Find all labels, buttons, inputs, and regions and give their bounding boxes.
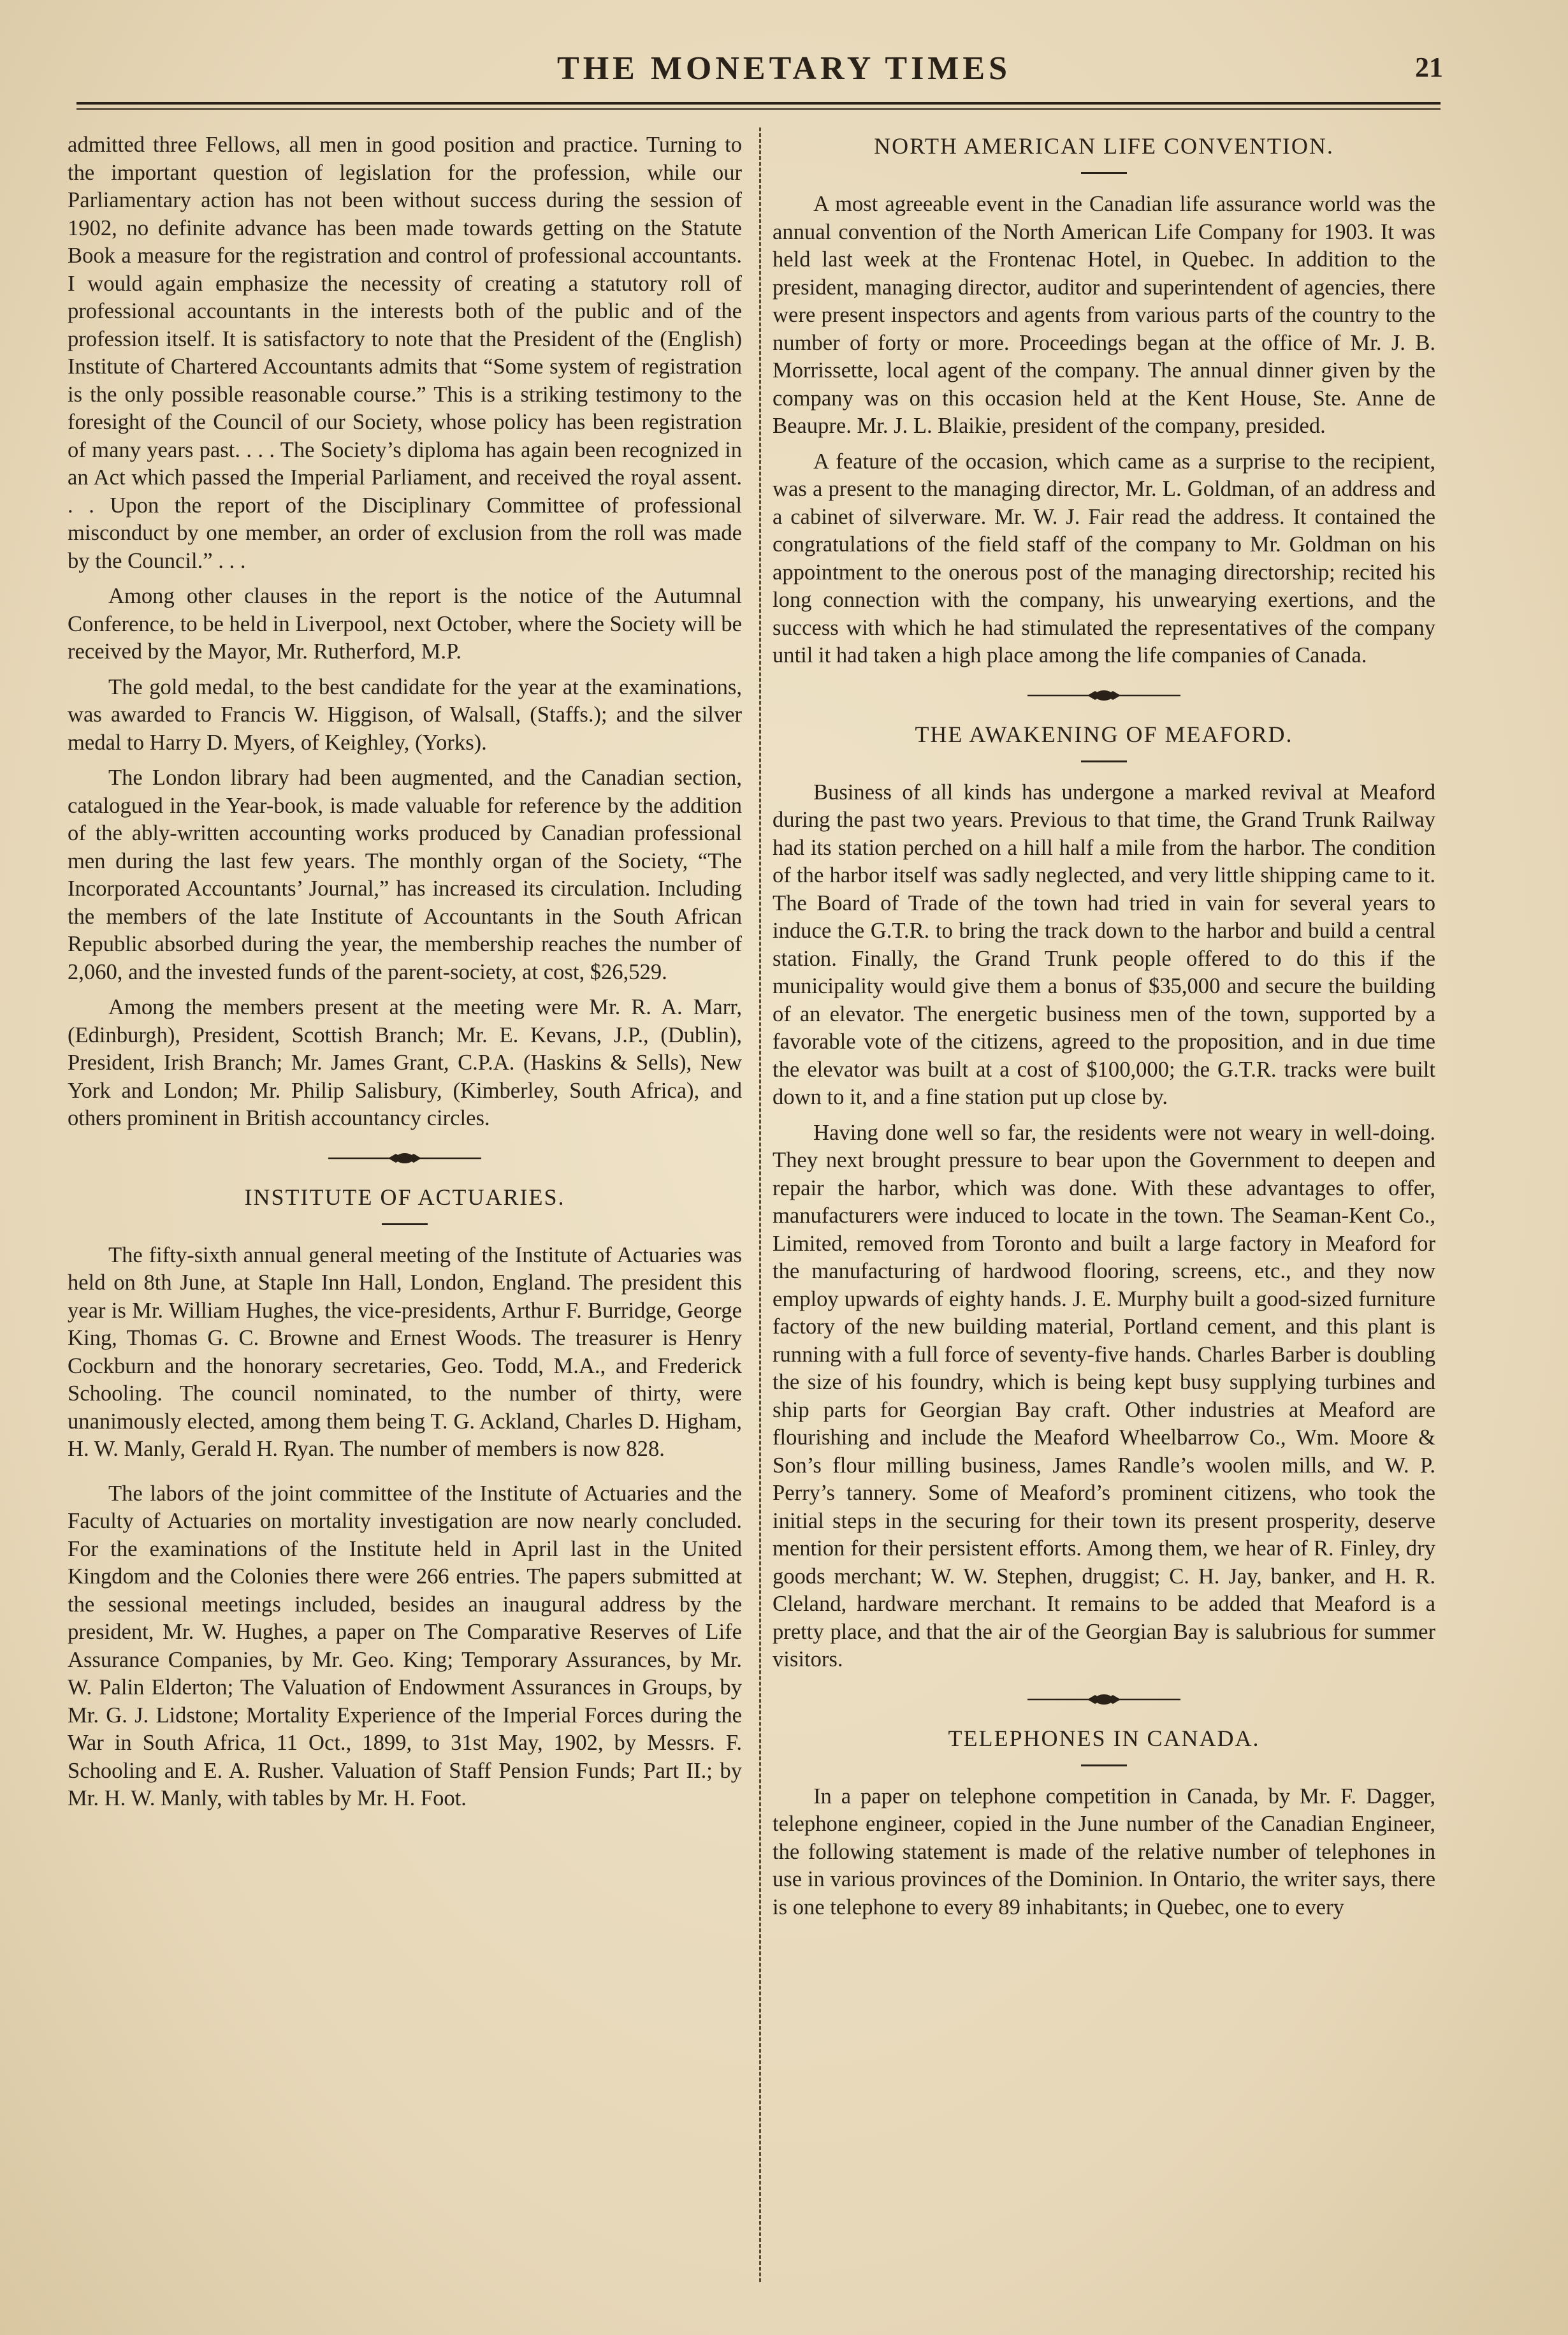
left-column: [68, 131, 742, 1821]
heading-rule: [1081, 172, 1127, 174]
paragraph: In a paper on telephone competition in Canada, by Mr. F. Dagger, telephone engineer, copied in the June number of the Canadian Engineer, the following statement is made of the relative number of telephones in use in various provinces of the Dominion. In Ontario, the writer says, there is one telephone to every 89 inhabitants; in Quebec, one to every: [773, 1784, 1435, 1919]
section-ornament: [773, 1687, 1435, 1702]
paragraph: A feature of the occasion, which came as a surprise to the recipient, was a present to the managing director, Mr. L. Goldman, of an address and a cabinet of silverware. Mr. W. J. Fair read the address. It contained the congratulations of the field staff of the company to Mr. Goldman on his appointment to the onerous post of the managing directorship; recited his long connection with the company, his unwearying exertions, and the success with which he had stimulated the representatives of the company until it had taken a high place among the life companies of Canada.: [773, 449, 1435, 667]
right-column: [773, 131, 1435, 1929]
section-heading-telephones: TELEPHONES IN CANADA.: [948, 1725, 1260, 1751]
paragraph: The labors of the joint committee of the Institute of Actuaries and the Faculty of Actuaries on mortality investigation are now nearly concluded. For the examinations of the Institute held in April last in the United Kingdom and the Colonies there were 266 entries. The papers submitted at the sessional meetings included, besides an inaugural address by the president, Mr. W. Hughes, a paper on The Comparative Reserves of Life Assurance Companies, by Mr. Geo. King; Temporary Assurances, by Mr. W. Palin Elderton; The Valuation of Endowment Assurances in Groups, by Mr. G. J. Lidstone; Mortality Experience of the Imperial Forces during the War in South Africa, 11 Oct., 1899, to 31st May, 1902, by Messrs. F. Schooling and E. A. Rusher. Valuation of Staff Pension Funds; Part II.; by Mr. H. W. Manly, with tables by Mr. H. Foot.: [68, 1481, 742, 1810]
column-divider: [759, 127, 761, 2282]
heading-rule: [1081, 1764, 1127, 1766]
heading-rule: [382, 1223, 428, 1225]
section-heading-actuaries: INSTITUTE OF ACTUARIES.: [244, 1184, 565, 1210]
paragraph: The London library had been augmented, and the Canadian section, catalogued in the Year-book, is made valuable for reference by the addition of the ably-written accounting works produced by Canadian professional men during the last few years. The monthly organ of the Society, “The Incorporated Accountants’ Journal,” has increased its circulation. Including the members of the late Institute of Accountants in the South African Republic absorbed during the year, the membership reaches the number of 2,060, and the invested funds of the parent-society, at cost, $26,529.: [68, 766, 742, 984]
paragraph: Among the members present at the meeting were Mr. R. A. Marr, (Edinburgh), President, Scottish Branch; Mr. E. Kevans, J.P., (Dublin), President, Irish Branch; Mr. James Grant, C.P.A. (Haskins & Sells), New York and London; Mr. Philip Salisbury, (Kimberley, South Africa), and others prominent in British accountancy circles.: [68, 995, 742, 1130]
section-ornament: [68, 1146, 742, 1161]
header-rule-secondary: [76, 108, 1441, 110]
page-number: 21: [1415, 52, 1443, 83]
paragraph: admitted three Fellows, all men in good position and practice. Turning to the important question of legislation for the profession, while our Parliamentary action has not been without success during the session of 1902, no definite advance has been made towards getting on the Statute Book a measure for the registration and control of professional accountants. I would again emphasize the necessity of creating a statutory roll of professional accountants in the interests both of the public and of the profession itself. It is satisfactory to note that the President of the (English) Institute of Chartered Accountants admits that “Some system of registration is the only possible reasonable course.” This is a striking testimony to the foresight of the Council of our Society, whose policy has been registration of many years past. . . . The Society’s diploma has again been recognized in an Act which passed the Imperial Parliament, and received the royal assent. . . Upon the report of the Disciplinary Committee of professional misconduct by one member, an order of exclusion from the roll was made by the Council.” . . .: [68, 133, 742, 573]
masthead-title: THE MONETARY TIMES: [557, 50, 1011, 87]
section-ornament: [773, 683, 1435, 698]
section-heading-north-american-life: NORTH AMERICAN LIFE CONVENTION.: [874, 133, 1334, 159]
ornament-divider-icon: [1027, 1692, 1180, 1707]
paragraph: Having done well so far, the residents were not weary in well-doing. They next brought pressure to bear upon the Government to deepen and repair the harbor, which was done. With these advantages to offer, manufacturers were induced to locate in the town. The Seaman-Kent Co., Limited, removed from Toronto and built a large factory in Meaford for the manufacturing of hardwood flooring, screens, etc., and they now employ upwards of eighty hands. J. E. Murphy built a good-sized furniture factory of the new building material, Portland cement, and this plant is running with a full force of seventy-five hands. Charles Barber is doubling the size of his foundry, which is being kept busy supplying turbines and ship parts for Georgian Bay craft. Other industries at Meaford are flourishing and include the Meaford Wheelbarrow Co., Wm. Moore & Son’s flour milling business, James Randle’s woolen mills, and W. P. Perry’s tannery. Some of Meaford’s prominent citizens, who took the initial steps in the securing for their town its present prosperity, deserve mention for their persistent efforts. Among them, we hear of R. Finley, dry goods merchant; W. W. Stephen, druggist; C. H. Jay, banker, and H. R. Cleland, hardware merchant. It remains to be added that Meaford is a pretty place, and that the air of the Georgian Bay is salubrious for summer visitors.: [773, 1120, 1435, 1671]
heading-rule: [1081, 760, 1127, 762]
paragraph: Business of all kinds has undergone a marked revival at Meaford during the past two years. Previous to that time, the Grand Trunk Railway had its station perched on a hill half a mile from the harbor. The condition of the harbor itself was sadly neglected, and very little shipping came to it. The Board of Trade of the town had tried in vain for several years to induce the G.T.R. to bring the track down to the harbor and build a central station. Finally, the Grand Trunk people offered to do this if the municipality would give them a bonus of $35,000 and secure the building of an elevator. The energetic business men of the town, supported by a favorable vote of the citizens, agreed to the proposition, and in due time the elevator was built at a cost of $100,000; the G.T.R. tracks were built down to it, and a fine station put up close by.: [773, 780, 1435, 1109]
paragraph: Among other clauses in the report is the notice of the Autumnal Conference, to be held in Liverpool, next October, where the Society will be received by the Mayor, Mr. Rutherford, M.P.: [68, 584, 742, 664]
paragraph: A most agreeable event in the Canadian life assurance world was the annual convention of the North American Life Company for 1903. It was held last week at the Frontenac Hotel, in Quebec. In addition to the president, managing director, auditor and superintendent of agencies, there were present inspectors and agents from various parts of the country to the number of forty or more. Proceedings began at the office of Mr. J. B. Morrissette, local agent of the company. The annual dinner given by the company was on this occasion held at the Kent House, Ste. Anne de Beaupre. Mr. J. L. Blaikie, president of the company, presided.: [773, 192, 1435, 438]
paragraph: The fifty-sixth annual general meeting of the Institute of Actuaries was held on 8th June, at Staple Inn Hall, London, England. The president this year is Mr. William Hughes, the vice-presidents, Arthur F. Burridge, George King, Thomas G. C. Browne and Ernest Woods. The treasurer is Henry Cockburn and the honorary secretaries, Geo. Todd, M.A., and Frederick Schooling. The council nominated, to the number of thirty, were unanimously elected, among them being T. G. Ackland, Charles D. Higham, H. W. Manly, Gerald H. Ryan. The number of members is now 828.: [68, 1242, 742, 1461]
section-heading-meaford: THE AWAKENING OF MEAFORD.: [915, 721, 1293, 747]
ornament-divider-icon: [328, 1151, 481, 1166]
paragraph: The gold medal, to the best candidate for the year at the examinations, was awarded to Francis W. Higgison, of Walsall, (Staffs.); and the silver medal to Harry D. Myers, of Keighley, (Yorks).: [68, 674, 742, 755]
header-rule: [76, 102, 1441, 105]
ornament-divider-icon: [1027, 688, 1180, 703]
